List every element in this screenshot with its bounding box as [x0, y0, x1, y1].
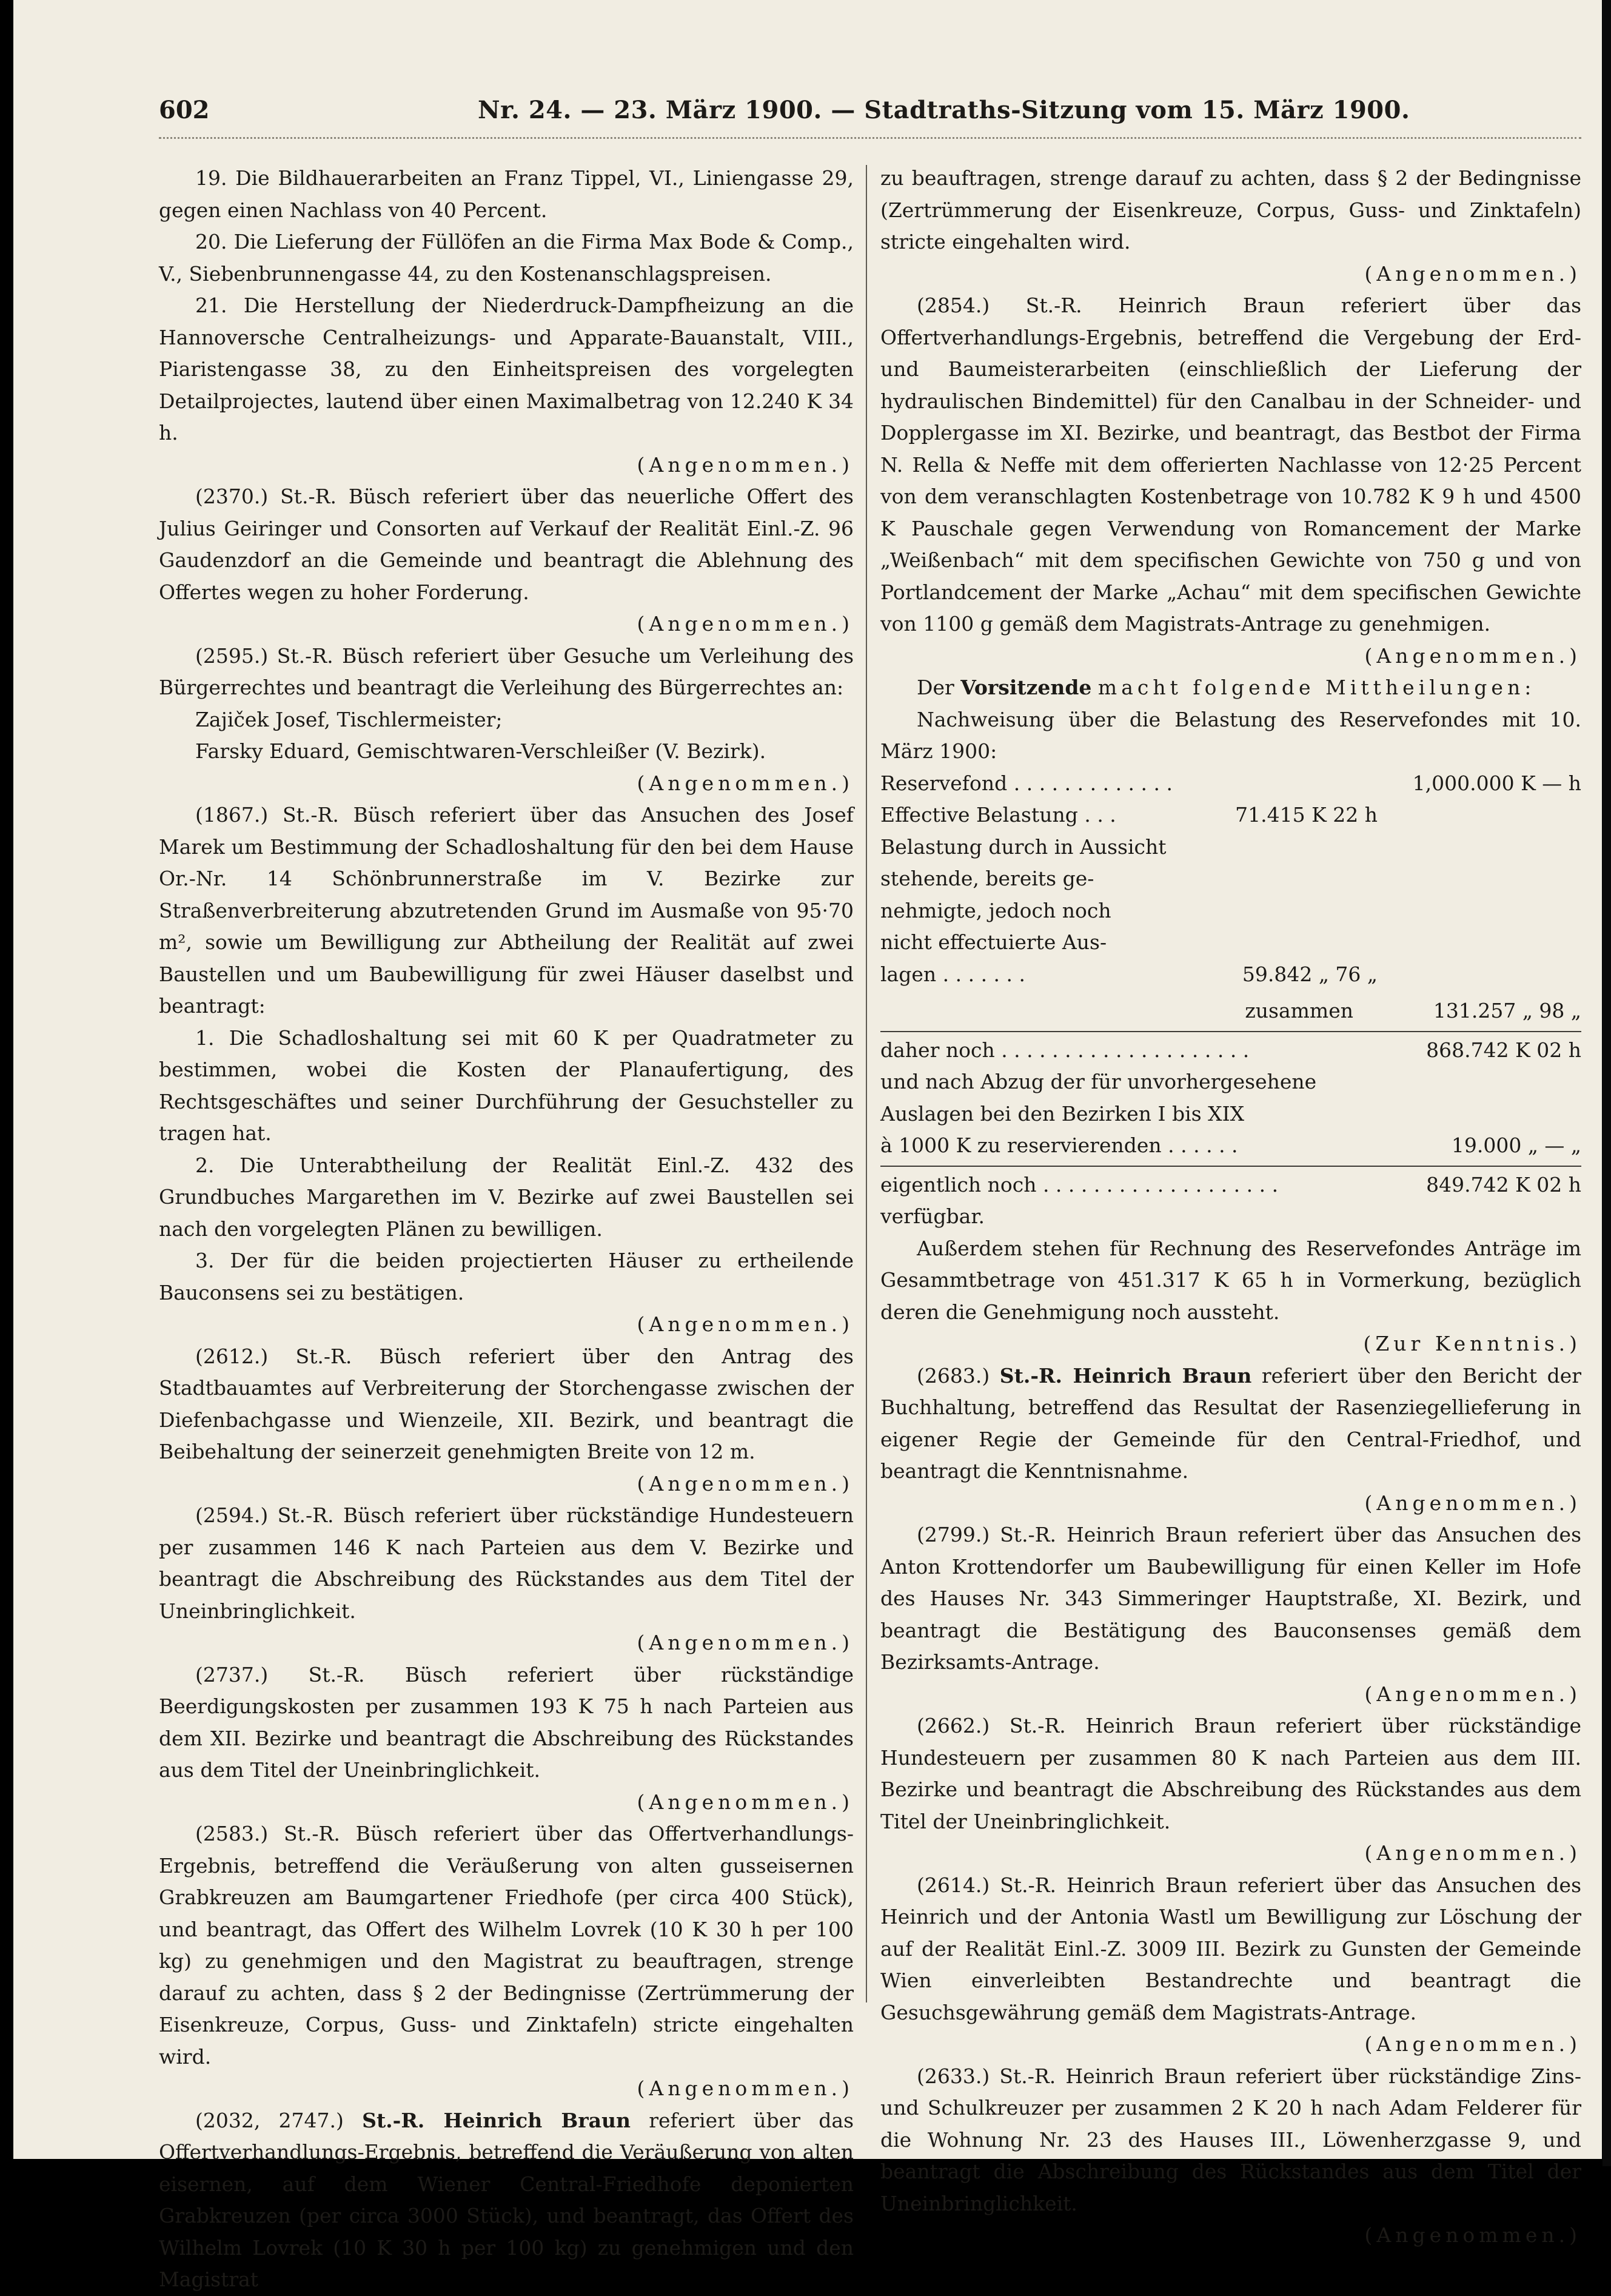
- item-1867-point-2: 2. Die Unterabtheilung der Realität Einl.-Z. 432 des Grundbuches Margarethen im V. Bezirke auf zwei Baustellen sei nach den vorgelegten Plänen zu bewilligen.: [159, 1153, 854, 1241]
- accepted-note: (Angenommen.): [637, 612, 854, 636]
- citizen-name-2: Farsky Eduard, Gemischtwaren-Verschleißer (V. Bezirk).: [195, 739, 766, 763]
- right-column: [880, 163, 1581, 2252]
- reserve-fund-note: Außerdem stehen für Rechnung des Reservefondes Anträge im Gesammtbetrage von 451.317 K 65 h in Vormerkung, bezüglich deren die Genehmigung noch aussteht.: [880, 1236, 1581, 1324]
- item-2032: [159, 2105, 854, 2296]
- row-label: à 1000 K zu reservierenden . . . . . .: [880, 1133, 1238, 1157]
- item-2612: (2612.) St.-R. Büsch referiert über den Antrag des Stadtbauamtes auf Verbreiterung der Storchengasse zwischen der Diefenbachgasse und Wienzeile, XII. Bezirk, und beantragt die Beibehaltung der seinerzeit genehmigten Breite von 12 m.: [159, 1344, 854, 1463]
- row-label-line: verfügbar.: [880, 1204, 985, 1228]
- running-header: [13, 96, 1602, 132]
- item-1867: (1867.) St.-R. Büsch referiert über das Ansuchen des Josef Marek um Bestimmung der Schadloshaltung für den bei dem Hause Or.-Nr. 14 Schönbrunnerstraße im V. Bezirke zur Straßenverbreiterung abzutretenden Grund im Ausmaße von 95·70 m², sowie um Bewilligung zur Abtheilung der Realität auf zwei Baustellen und um Baubewilligung für zwei Häuser daselbst und beantragt:: [159, 803, 854, 1018]
- row-label-line: nicht effectuierte Aus-: [880, 930, 1107, 954]
- row-label: daher noch . . . . . . . . . . . . . . . . . . . .: [880, 1038, 1250, 1062]
- item-2595: (2595.) St.-R. Büsch referiert über Gesuche um Verleihung des Bürgerrechtes und beantragt die Verleihung des Bürgerrechtes an:: [159, 643, 854, 699]
- item-2583: (2583.) St.-R. Büsch referiert über das Offertverhandlungs-Ergebnis, betreffend die Veräußerung von alten gusseisernen Grabkreuzen am Baumgartener Friedhofe (per circa 400 Stück), und beantragt, das Offert des Wilhelm Lovrek (10 K 30 h per 100 kg) zu genehmigen und den Magistrat zu beauftragen, strenge darauf zu achten, dass § 2 der Bedingnisse (Zertrümmerung der Eisenkreuze, Corpus, Guss- und Zinktafeln) stricte eingehalten wird.: [159, 1822, 854, 2069]
- accepted-note: (Angenommen.): [637, 1471, 854, 1495]
- item-2799: (2799.) St.-R. Heinrich Braun referiert über das Ansuchen des Anton Krottendorfer um Baubewilligung für einen Keller im Hofe des Hauses Nr. 343 Simmeringer Hauptstraße, XI. Bezirk, und beantragt die Bestätigung des Bauconsenses gemäß dem Bezirksamts-Antrage.: [880, 1523, 1581, 1674]
- item-2854: (2854.) St.-R. Heinrich Braun referiert über das Offertverhandlungs-Ergebnis, betreffend die Vergebung der Erd- und Baumeisterarbeiten (einschließlich der Lieferung der hydraulischen Bindemittel) für den Canalbau in der Schneider- und Dopplergasse im XI. Bezirke, und beantragt, das Bestbot der Firma N. Rella & Neffe mit dem offerierten Nachlasse von 12·25 Percent von dem veranschlagten Kostenbetrage von 10.782 K 9 h und 4500 K Pauschale gegen Verwendung von Romancement der Marke „Weißenbach“ mit dem specifischen Gewichte von 750 g und von Portlandcement der Marke „Achau“ mit dem specifischen Gewichte von 1100 g gemäß dem Magistrats-Antrage zu genehmigen.: [880, 294, 1581, 636]
- accepted-note: (Angenommen.): [637, 452, 854, 477]
- item-21: 21. Die Herstellung der Niederdruck-Dampfheizung an die Hannoversche Centralheizungs- und Apparate-Bauanstalt, VIII., Piaristengasse 38, zu den Einheitspreisen des vorgelegten Detailprojectes, lautend über einen Maximalbetrag von 12.240 K 34 h.: [159, 294, 854, 445]
- item-2370: (2370.) St.-R. Büsch referiert über das neuerliche Offert des Julius Geiringer und Consorten auf Verkauf der Realität Einl.-Z. 96 Gaudenzdorf an die Gemeinde und beantragt die Ablehnung des Offertes wegen zu hoher Forderung.: [159, 485, 854, 604]
- row-label-line: Belastung durch in Aussicht: [880, 834, 1167, 859]
- accepted-note: (Angenommen.): [1364, 1841, 1581, 1865]
- row-label-line: stehende, bereits ge-: [880, 867, 1094, 890]
- row-value: 131.257 „ 98 „: [1433, 999, 1581, 1022]
- row-label-line: und nach Abzug der für unvorhergesehene: [880, 1070, 1317, 1093]
- row-value: 59.842 „ 76 „: [1242, 962, 1378, 986]
- row-value: 19.000 „ — „: [1451, 1133, 1581, 1157]
- row-label: zusammen: [1245, 999, 1353, 1022]
- accepted-note: (Angenommen.): [637, 2076, 854, 2100]
- row-label: eigentlich noch . . . . . . . . . . . . . . . . . . .: [880, 1172, 1279, 1197]
- continued-text: zu beauftragen, strenge darauf zu achten, dass § 2 der Bedingnisse (Zertrümmerung der Eisenkreuze, Corpus, Guss- und Zinktafeln) stricte eingehalten wird.: [880, 166, 1581, 253]
- row-label: lagen . . . . . . .: [880, 962, 1025, 986]
- item-2594: (2594.) St.-R. Büsch referiert über rückständige Hundesteuern per zusammen 146 K nach Parteien aus dem V. Bezirke und beantragt die Abschreibung des Rückstandes aus dem Titel der Uneinbringlichkeit.: [159, 1503, 854, 1623]
- item-19: 19. Die Bildhauerarbeiten an Franz Tippel, VI., Liniengasse 29, gegen einen Nachlass von 40 Percent.: [159, 166, 854, 222]
- row-label: Reservefond . . . . . . . . . . . . .: [880, 771, 1173, 795]
- sum-rule: [880, 1031, 1581, 1032]
- table-row: [880, 959, 1581, 991]
- row-value: 71.415 K 22 h: [1235, 803, 1378, 827]
- accepted-note: (Angenommen.): [1364, 2032, 1581, 2056]
- row-label-line: nehmigte, jedoch noch: [880, 898, 1111, 922]
- reserve-fund-table: [880, 768, 1581, 1233]
- accepted-note: (Angenommen.): [1364, 261, 1581, 286]
- chair-title: Vorsitzende: [960, 676, 1092, 699]
- row-value: 868.742 K 02 h: [1426, 1038, 1581, 1062]
- chair-announcement: [880, 672, 1581, 704]
- scan-edge: [1603, 0, 1611, 2166]
- item-20: 20. Die Lieferung der Füllöfen an die Firma Max Bode & Comp., V., Siebenbrunnengasse 44, zu den Kostenanschlagspreisen.: [159, 230, 854, 286]
- row-value: 1,000.000 K — h: [1412, 771, 1581, 795]
- accepted-note: (Angenommen.): [637, 771, 854, 795]
- table-row: [880, 995, 1581, 1027]
- item-2683: [880, 1360, 1581, 1488]
- header-rule: [159, 137, 1581, 139]
- reserve-fund-heading: Nachweisung über die Belastung des Reservefondes mit 10. März 1900:: [880, 707, 1581, 763]
- row-label: Effective Belastung . . .: [880, 803, 1116, 827]
- accepted-note: (Angenommen.): [637, 1631, 854, 1654]
- table-row: [880, 1035, 1581, 1067]
- item-1867-point-3: 3. Der für die beiden projectierten Häuser zu ertheilende Bauconsens sei zu bestätigen.: [159, 1249, 854, 1304]
- item-2737: (2737.) St.-R. Büsch referiert über rückständige Beerdigungskosten per zusammen 193 K 75 h nach Parteien aus dem XII. Bezirke und beantragt die Abschreibung des Rückstandes aus dem Titel der Uneinbringlichkeit.: [159, 1662, 854, 1782]
- sum-rule: [880, 1166, 1581, 1167]
- accepted-note: (Angenommen.): [1364, 1682, 1581, 1706]
- item-2633: (2633.) St.-R. Heinrich Braun referiert über rückständige Zins- und Schulkreuzer per zusammen 2 K 20 h nach Adam Felderer für die Wohnung Nr. 23 des Hauses III., Löwenherzgasse 9, und beantragt die Abschreibung des Rückstandes aus dem Titel der Uneinbringlichkeit.: [880, 2064, 1581, 2215]
- row-label-line: Auslagen bei den Bezirken I bis XIX: [880, 1101, 1245, 1126]
- councillor-name: St.-R. Heinrich Braun: [999, 1363, 1252, 1388]
- item-2032-text: referiert über das Offertverhandlungs-Ergebnis, betreffend die Veräußerung von alten eisernen, auf dem Wiener Central-Friedhofe deponierten Grabkreuzen (per circa 3000 Stück), und beantragt, das Offert des Wilhelm Lovrek (10 K 30 h per 100 kg) zu genehmigen und den Magistrat: [159, 2108, 854, 2291]
- citizen-name-1: Zajiček Josef, Tischlermeister;: [195, 707, 503, 731]
- councillor-name: St.-R. Heinrich Braun: [362, 2108, 631, 2132]
- item-2662: (2662.) St.-R. Heinrich Braun referiert über rückständige Hundesteuern per zusammen 80 K nach Parteien aus dem III. Bezirke und beantragt die Abschreibung des Rückstandes aus dem Titel der Uneinbringlichkeit.: [880, 1714, 1581, 1833]
- accepted-note: (Angenommen.): [1364, 643, 1581, 668]
- table-row: [880, 1169, 1581, 1201]
- chair-post: macht folgende Mittheilungen:: [1097, 676, 1536, 699]
- accepted-note: (Angenommen.): [637, 1790, 854, 1814]
- accepted-note: (Angenommen.): [1364, 1491, 1581, 1515]
- page-number: 602: [159, 96, 210, 124]
- column-divider: [866, 165, 867, 2002]
- item-2683-text: referiert über den Bericht der Buchhaltung, betreffend das Resultat der Rasenziegellieferung in eigener Regie der Gemeinde für den Central-Friedhof, und beantragt die Kenntnisnahme.: [880, 1363, 1582, 1483]
- item-2032-number: (2032, 2747.): [195, 2108, 344, 2132]
- newspaper-page: [13, 0, 1602, 2291]
- table-row: [880, 799, 1581, 831]
- left-column: [159, 163, 854, 2296]
- noted-note: (Zur Kenntnis.): [1363, 1332, 1581, 1355]
- item-2683-number: (2683.): [917, 1363, 990, 1388]
- accepted-note: (Angenommen.): [1364, 2223, 1581, 2247]
- row-value: 849.742 K 02 h: [1426, 1172, 1581, 1197]
- item-1867-point-1: 1. Die Schadloshaltung sei mit 60 K per Quadratmeter zu bestimmen, wobei die Kosten der Planaufertigung, des Rechtsgeschäftes und seiner Durchführung der Gesuchsteller zu tragen hat.: [159, 1025, 854, 1145]
- chair-pre: Der: [917, 676, 954, 699]
- table-row: [880, 831, 1171, 959]
- table-row: [880, 1130, 1581, 1162]
- accepted-note: (Angenommen.): [637, 1312, 854, 1336]
- table-row: [880, 768, 1581, 800]
- item-2614: (2614.) St.-R. Heinrich Braun referiert über das Ansuchen des Heinrich und der Antonia Wastl um Bewilligung zur Löschung der auf der Realität Einl.-Z. 3009 III. Bezirk zu Gunsten der Gemeinde Wien einverleibten Bestandrechte und beantragt die Gesuchsgewährung gemäß dem Magistrats-Antrage.: [880, 1873, 1581, 2024]
- running-title: Nr. 24. — 23. März 1900. — Stadtraths-Sitzung vom 15. März 1900.: [478, 96, 1410, 124]
